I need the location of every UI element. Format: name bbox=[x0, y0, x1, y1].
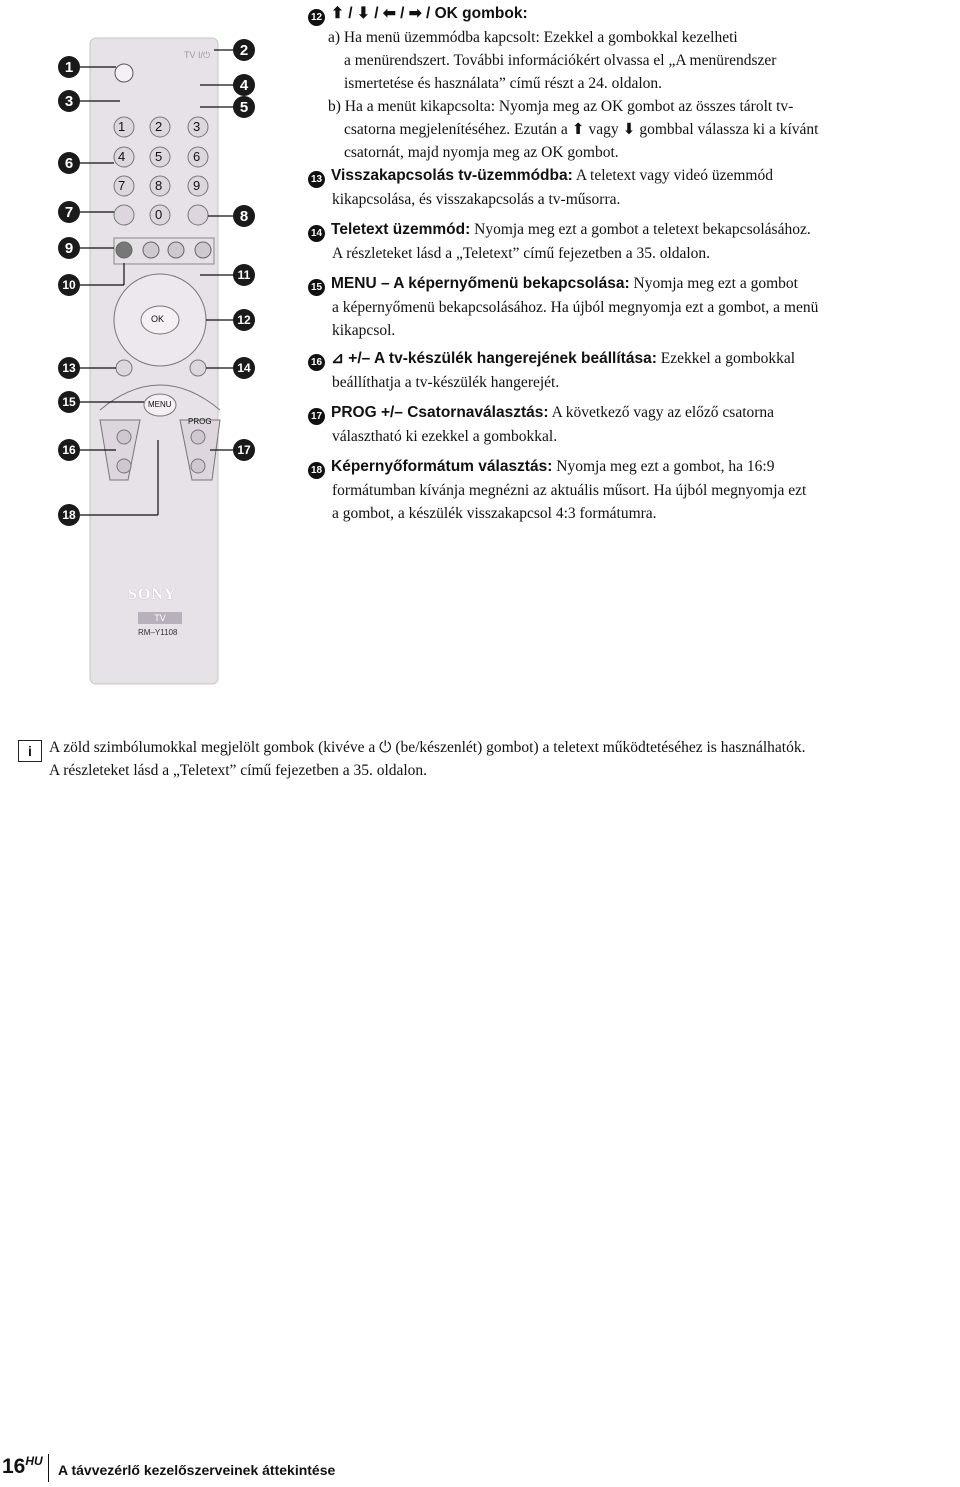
item-line: csatornát, majd nyomja meg az OK gombot. bbox=[344, 144, 619, 161]
tv-label: TV bbox=[138, 612, 182, 624]
item-title: ⬆ / ⬇ / ⬅ / ➡ / OK gombok: bbox=[331, 5, 528, 22]
item-line: a gombot, a készülék visszakapcsol 4:3 formátumra. bbox=[332, 505, 657, 522]
prog-label: PROG bbox=[188, 417, 212, 426]
callout-15: 15 bbox=[58, 391, 80, 413]
item-line: a képernyőmenü bekapcsolásához. Ha újból megnyomja ezt a gombot, a menü bbox=[332, 299, 819, 316]
callout-6: 6 bbox=[58, 152, 80, 174]
page-number: $16^{HU}$ bbox=[2, 1454, 43, 1478]
item-line: Nyomja meg ezt a gombot a teletext bekapcsolásához. bbox=[474, 221, 811, 238]
callout-5: 5 bbox=[233, 96, 255, 118]
item-number: 14 bbox=[308, 225, 325, 242]
item-number: 15 bbox=[308, 279, 325, 296]
item-line: b) Ha a menüt kikapcsolta: Nyomja meg az OK gombot az összes tárolt tv- bbox=[328, 98, 794, 115]
item-number: 17 bbox=[308, 408, 325, 425]
brand-logo: SONY bbox=[128, 586, 177, 603]
item-number: 12 bbox=[308, 9, 325, 26]
footer-title: A távvezérlő kezelőszerveinek áttekintése bbox=[58, 1462, 336, 1478]
menu-button-label[interactable]: MENU bbox=[148, 400, 172, 409]
tv-power-label: TV I/⏻ bbox=[184, 50, 211, 60]
info-icon: i bbox=[18, 740, 42, 762]
item-line: a) Ha menü üzemmódba kapcsolt: Ezekkel a gombokkal kezelheti bbox=[328, 29, 738, 46]
footer-divider bbox=[48, 1454, 49, 1482]
note-line-1: A zöld szimbólumokkal megjelölt gombok (kivéve a ⏻ (be/készenlét) gombot) a teletext működtetéséhez is használhatók. bbox=[49, 739, 806, 756]
item-line: Nyomja meg ezt a gombot bbox=[633, 275, 798, 292]
item-15 bbox=[308, 272, 938, 342]
callout-8: 8 bbox=[233, 205, 255, 227]
callout-1: 1 bbox=[58, 56, 80, 78]
item-title: ⊿ +/– A tv-készülék hangerejének beállítása: bbox=[331, 350, 657, 367]
item-title: MENU – A képernyőmenü bekapcsolása: bbox=[331, 275, 630, 292]
callout-3: 3 bbox=[58, 90, 80, 112]
item-title: PROG +/– Csatornaválasztás: bbox=[331, 404, 549, 421]
key-5[interactable]: 5 bbox=[155, 149, 163, 164]
item-14 bbox=[308, 218, 938, 265]
item-title: Teletext üzemmód: bbox=[331, 221, 471, 238]
callout-12: 12 bbox=[233, 309, 255, 331]
callout-14: 14 bbox=[233, 357, 255, 379]
key-6[interactable]: 6 bbox=[193, 149, 201, 164]
ok-button-label[interactable]: OK bbox=[151, 314, 165, 324]
key-4[interactable]: 4 bbox=[118, 149, 126, 164]
callout-16: 16 bbox=[58, 439, 80, 461]
item-line: beállíthatja a tv-készülék hangerejét. bbox=[332, 374, 560, 391]
callout-13: 13 bbox=[58, 357, 80, 379]
item-line: kikapcsol. bbox=[332, 322, 396, 339]
item-title: Visszakapcsolás tv-üzemmódba: bbox=[331, 167, 573, 184]
callout-17: 17 bbox=[233, 439, 255, 461]
item-number: 13 bbox=[308, 171, 325, 188]
callout-18: 18 bbox=[58, 504, 80, 526]
item-line: kikapcsolása, és visszakapcsolás a tv-műsorra. bbox=[332, 191, 621, 208]
item-line: A részleteket lásd a „Teletext” című fejezetben a 35. oldalon. bbox=[332, 245, 711, 262]
callout-9: 9 bbox=[58, 237, 80, 259]
callout-2: 2 bbox=[233, 39, 255, 61]
item-title: Képernyőformátum választás: bbox=[331, 458, 553, 475]
model-label: RM–Y1108 bbox=[138, 628, 178, 637]
callout-7: 7 bbox=[58, 201, 80, 223]
callout-11: 11 bbox=[233, 264, 255, 286]
key-8[interactable]: 8 bbox=[155, 178, 163, 193]
key-2[interactable]: 2 bbox=[155, 119, 163, 134]
item-18 bbox=[308, 455, 938, 525]
item-line: formátumban kívánja megnézni az aktuális műsort. Ha újból megnyomja ezt bbox=[332, 482, 807, 499]
item-number: 18 bbox=[308, 462, 325, 479]
item-line: csatorna megjelenítéséhez. Ezután a ⬆ vagy ⬇ gombbal válassza ki a kívánt bbox=[344, 121, 819, 138]
item-line: Ezekkel a gombokkal bbox=[660, 350, 796, 367]
callout-10: 10 bbox=[58, 274, 80, 296]
key-3[interactable]: 3 bbox=[193, 119, 201, 134]
key-7[interactable]: 7 bbox=[118, 178, 126, 193]
item-16 bbox=[308, 347, 938, 394]
remote-illustration bbox=[0, 0, 300, 700]
key-1[interactable]: 1 bbox=[118, 119, 126, 134]
item-line: a menürendszert. További információkért olvassa el „A menürendszer bbox=[344, 52, 777, 69]
item-line: Nyomja meg ezt a gombot, ha 16:9 bbox=[556, 458, 775, 475]
page-footer bbox=[0, 1454, 960, 1484]
note-text bbox=[49, 736, 959, 782]
item-number: 16 bbox=[308, 354, 325, 371]
item-12 bbox=[308, 2, 938, 164]
language-code: HU bbox=[25, 1454, 43, 1468]
item-17 bbox=[308, 401, 938, 448]
item-line: ismertetése és használata” című részt a 24. oldalon. bbox=[344, 75, 663, 92]
item-line: A következő vagy az előző csatorna bbox=[551, 404, 775, 421]
item-13 bbox=[308, 164, 938, 211]
item-line: választható ki ezekkel a gombokkal. bbox=[332, 428, 558, 445]
callout-4: 4 bbox=[233, 74, 255, 96]
item-line: A teletext vagy videó üzemmód bbox=[575, 167, 773, 184]
note-line-2: A részleteket lásd a „Teletext” című fejezetben a 35. oldalon. bbox=[49, 762, 428, 779]
key-9[interactable]: 9 bbox=[193, 178, 201, 193]
key-0[interactable]: 0 bbox=[155, 207, 163, 222]
